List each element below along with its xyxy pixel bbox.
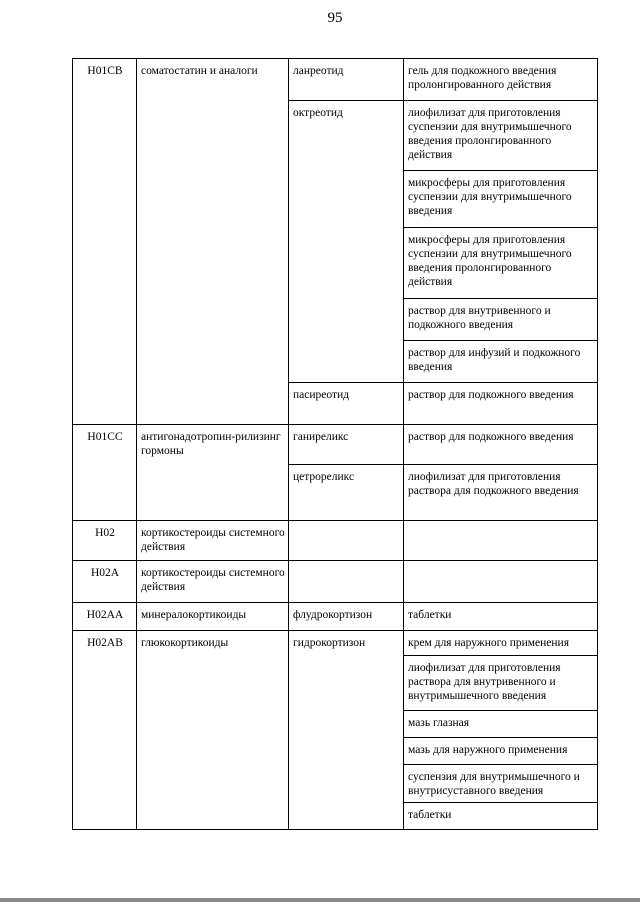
table-row <box>73 603 598 631</box>
dosage-form-cell: суспензия для внутримышечного и внутрисуставного введения <box>404 765 598 803</box>
dosage-form-cell: гель для подкожного введения пролонгированного действия <box>404 59 598 101</box>
dosage-form-cell: раствор для инфузий и подкожного введения <box>404 341 598 383</box>
drug-name-cell <box>289 561 404 603</box>
drug-name-cell: ганиреликс <box>289 425 404 465</box>
drug-name-cell: цетрореликс <box>289 465 404 521</box>
group-name-cell: кортикостероиды системного действия <box>137 521 289 561</box>
dosage-form-cell: крем для наружного применения <box>404 631 598 656</box>
dosage-form-cell: лиофилизат для приготовления раствора для подкожного введения <box>404 465 598 521</box>
drug-name-cell: гидрокортизон <box>289 631 404 830</box>
group-name-cell: соматостатин и аналоги <box>137 59 289 425</box>
group-name-cell: антигонадотропин-рилизинг гормоны <box>137 425 289 521</box>
drug-name-cell: флудрокортизон <box>289 603 404 631</box>
drug-name-cell: пасиреотид <box>289 383 404 425</box>
medication-table <box>72 58 598 830</box>
dosage-form-cell: лиофилизат для приготовления суспензии для внутримышечного введения пролонгированного действия <box>404 101 598 171</box>
atc-code-cell: H01CC <box>73 425 137 521</box>
atc-code-cell: H02 <box>73 521 137 561</box>
dosage-form-cell: микросферы для приготовления суспензии для внутримышечного введения <box>404 171 598 228</box>
table-row <box>73 561 598 603</box>
group-name-cell: кортикостероиды системного действия <box>137 561 289 603</box>
atc-code-cell: H02A <box>73 561 137 603</box>
group-name-cell: минералокортикоиды <box>137 603 289 631</box>
atc-code-cell: H02AB <box>73 631 137 830</box>
atc-code-cell: H01CB <box>73 59 137 425</box>
dosage-form-cell <box>404 561 598 603</box>
table-row <box>73 59 598 101</box>
dosage-form-cell: мазь для наружного применения <box>404 738 598 765</box>
dosage-form-cell: мазь глазная <box>404 711 598 738</box>
atc-code-cell: H02AA <box>73 603 137 631</box>
table-row <box>73 521 598 561</box>
page-number: 95 <box>327 10 343 26</box>
table-body <box>73 59 598 830</box>
scan-edge-line <box>0 898 640 902</box>
table-row <box>73 631 598 656</box>
dosage-form-cell: раствор для подкожного введения <box>404 383 598 425</box>
dosage-form-cell: лиофилизат для приготовления раствора для внутривенного и внутримышечного введения <box>404 656 598 711</box>
dosage-form-cell: раствор для внутривенного и подкожного введения <box>404 299 598 341</box>
dosage-form-cell: таблетки <box>404 803 598 830</box>
dosage-form-cell <box>404 521 598 561</box>
drug-name-cell: октреотид <box>289 101 404 383</box>
dosage-form-cell: таблетки <box>404 603 598 631</box>
drug-name-cell <box>289 521 404 561</box>
dosage-form-cell: раствор для подкожного введения <box>404 425 598 465</box>
table-row <box>73 425 598 465</box>
dosage-form-cell: микросферы для приготовления суспензии для внутримышечного введения пролонгированного действия <box>404 228 598 299</box>
drug-name-cell: ланреотид <box>289 59 404 101</box>
group-name-cell: глюкокортикоиды <box>137 631 289 830</box>
